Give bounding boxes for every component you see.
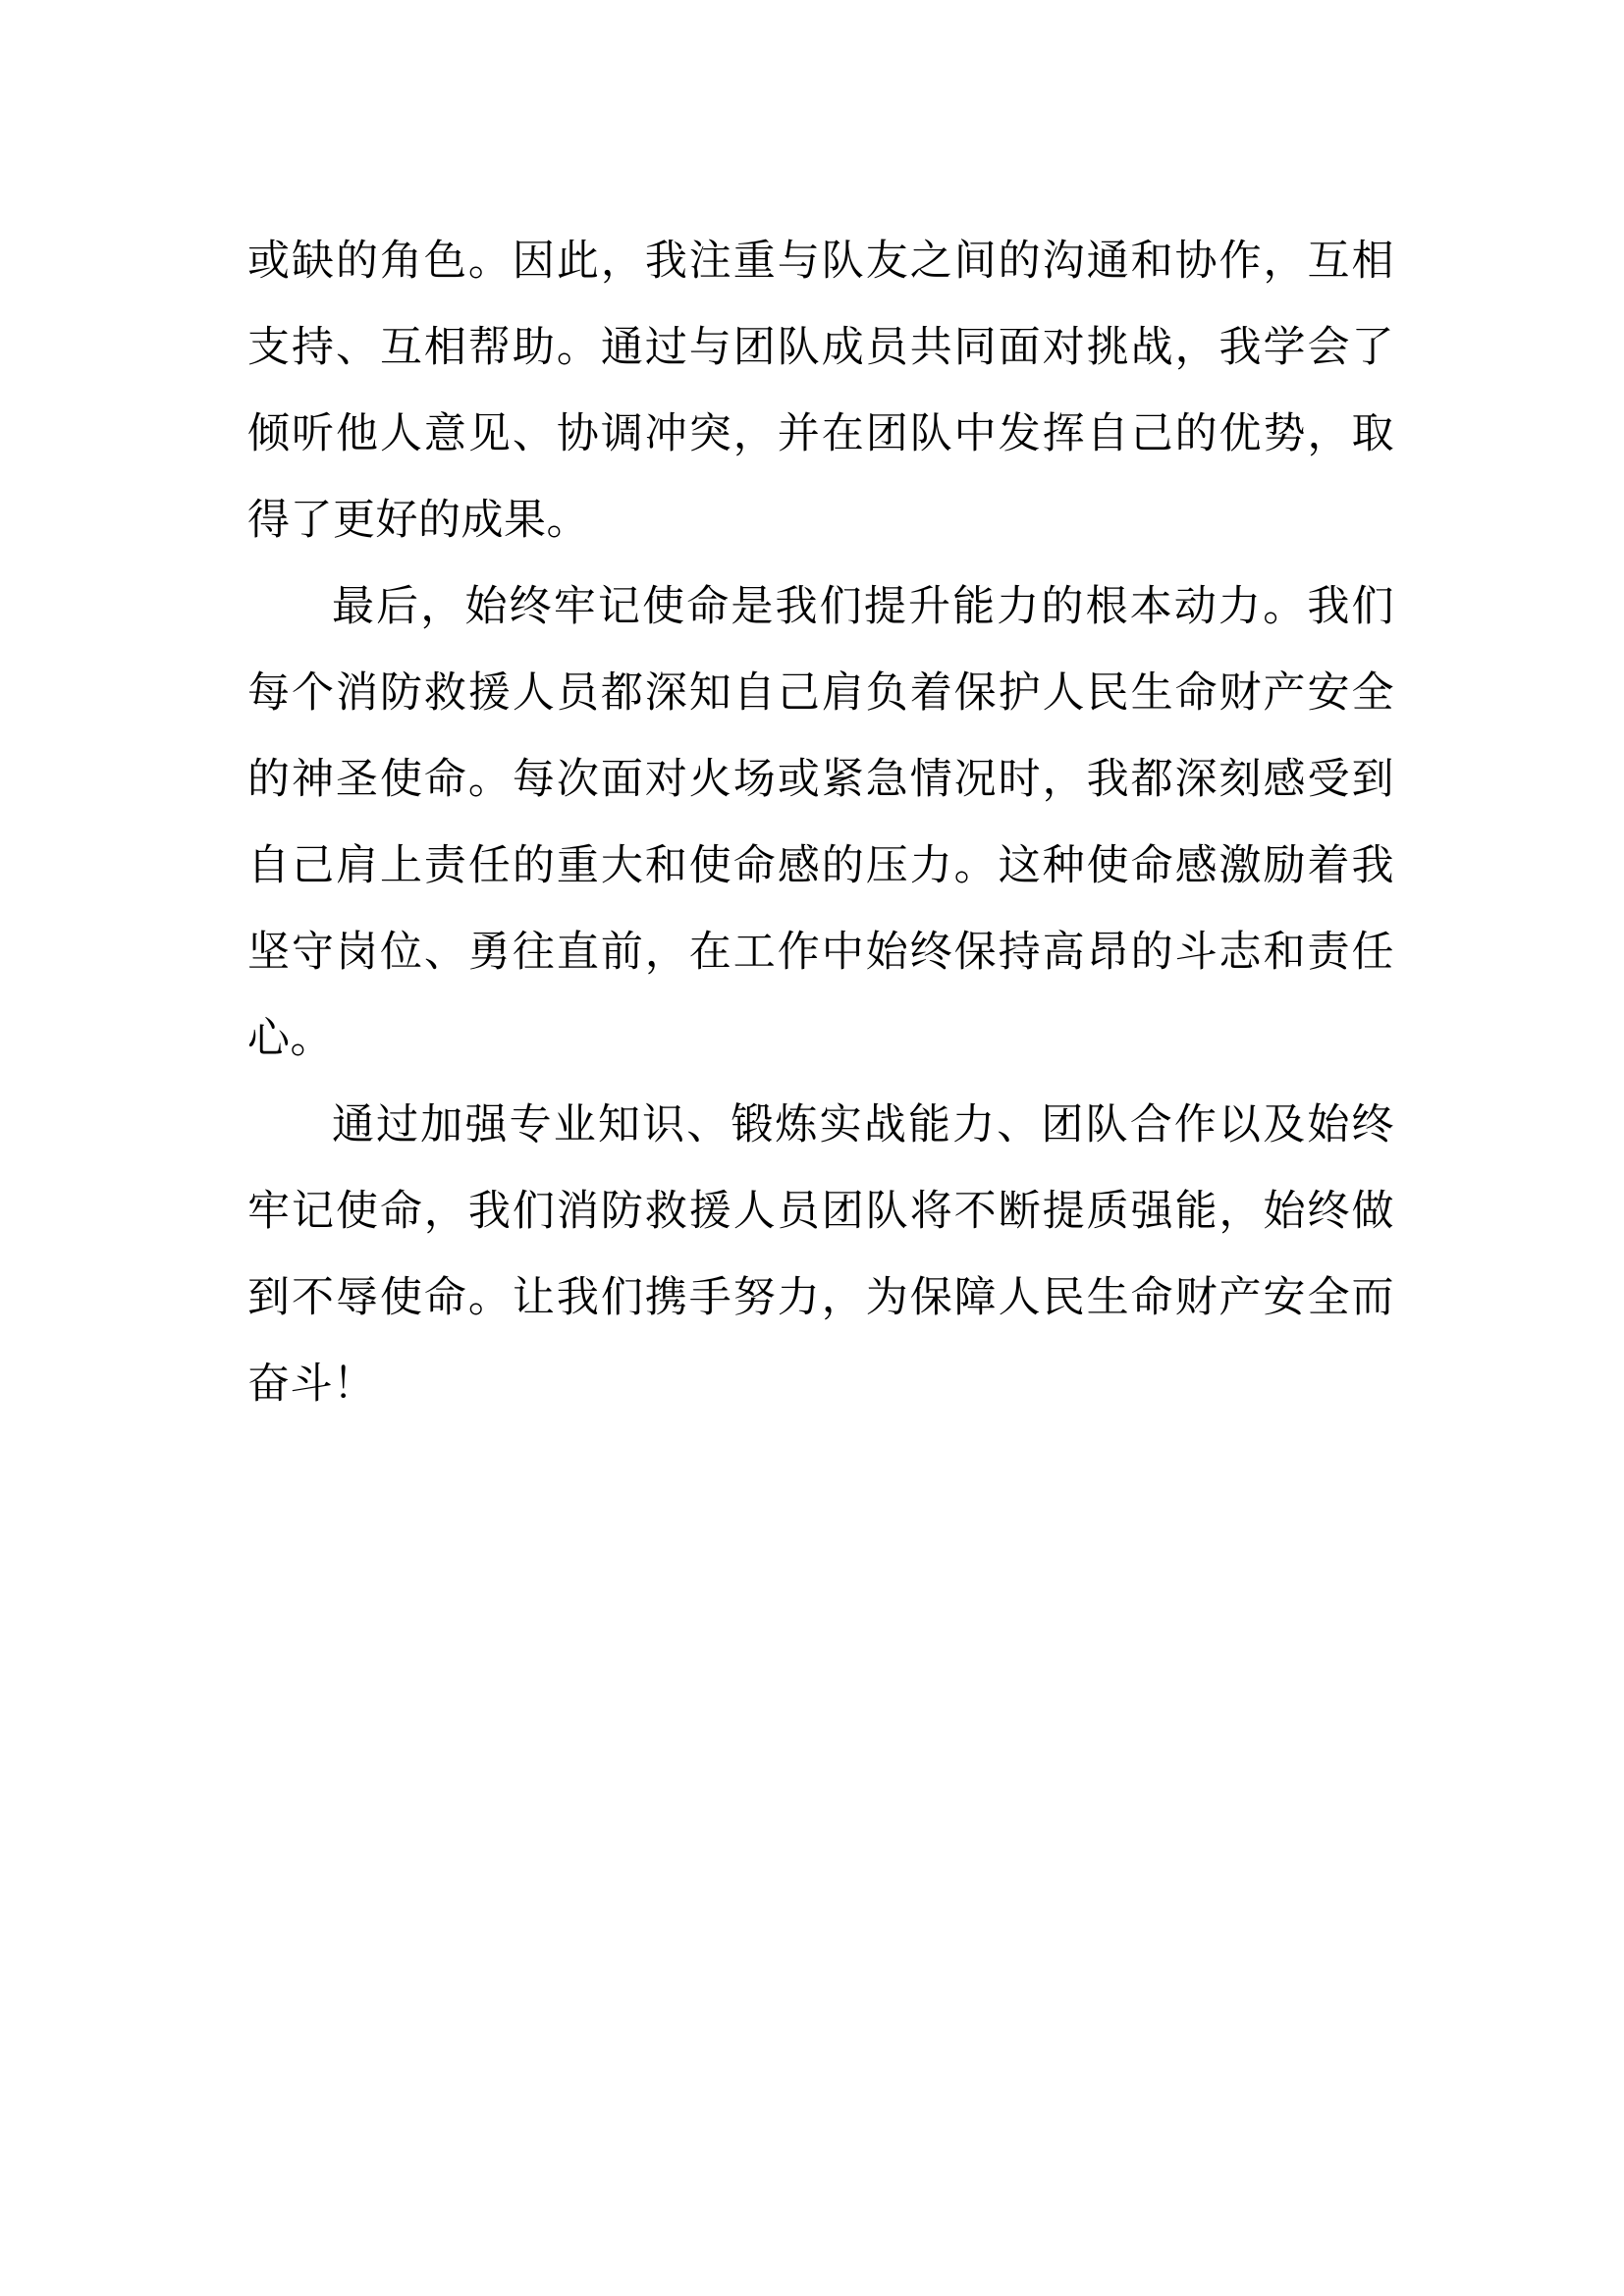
document-body bbox=[247, 218, 1394, 1427]
paragraph-conclusion: 通过加强专业知识、锻炼实战能力、团队合作以及始终牢记使命，我们消防救援人员团队将不断提质强能，始终做到不辱使命。让我们携手努力，为保障人民生命财产安全而奋斗！ bbox=[247, 1100, 1394, 1409]
paragraph-mission: 最后，始终牢记使命是我们提升能力的根本动力。我们每个消防救援人员都深知自己肩负着保护人民生命财产安全的神圣使命。每次面对火场或紧急情况时，我都深刻感受到自己肩上责任的重大和使命感的压力。这种使命感激励着我坚守岗位、勇往直前，在工作中始终保持高昂的斗志和责任心。 bbox=[247, 582, 1394, 1063]
paragraph-continuation: 或缺的角色。因此，我注重与队友之间的沟通和协作，互相支持、互相帮助。通过与团队成员共同面对挑战，我学会了倾听他人意见、协调冲突，并在团队中发挥自己的优势，取得了更好的成果。 bbox=[247, 237, 1394, 545]
